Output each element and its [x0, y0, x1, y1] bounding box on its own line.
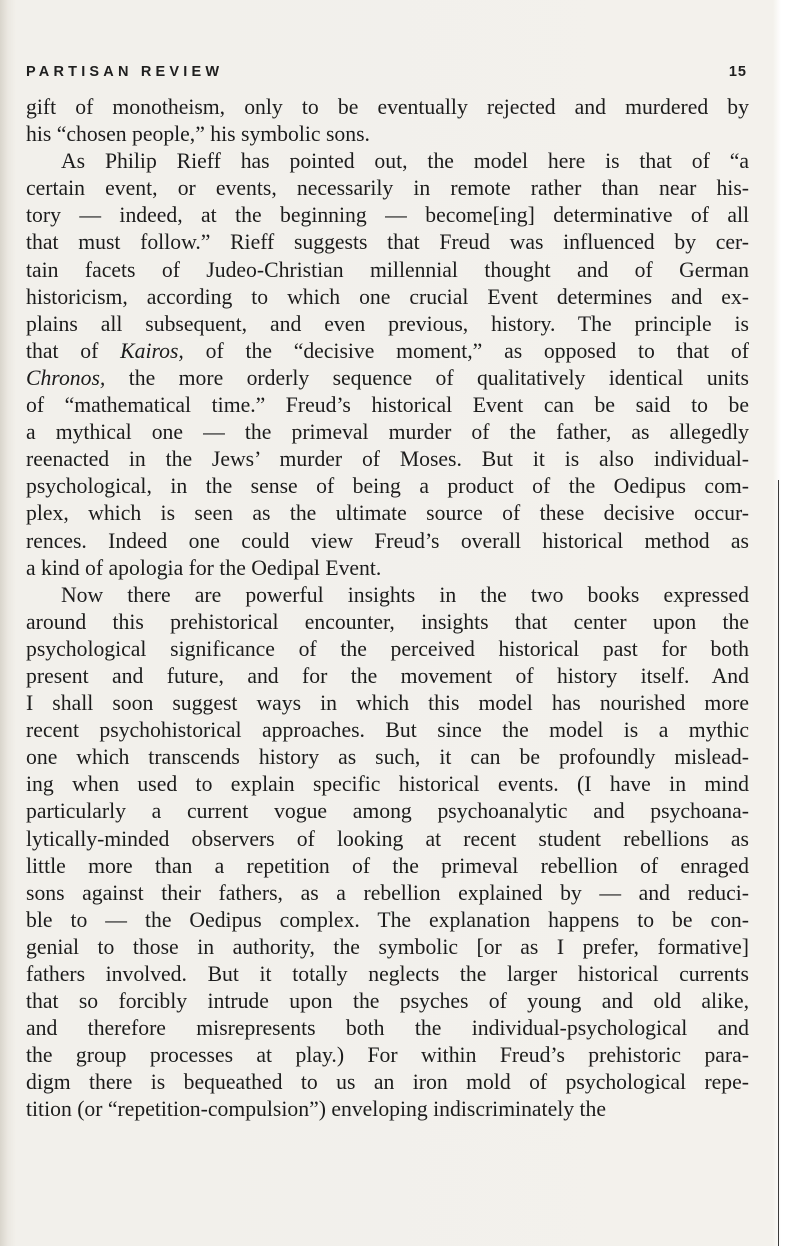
text-line: genial to those in authority, the symbolic [or as I prefer, formative] [26, 934, 749, 959]
text-line: that of Kairos, of the “decisive moment,” as opposed to that of [26, 338, 749, 363]
text-line: tition (or “repetition-compulsion”) enveloping indiscriminately the [26, 1097, 606, 1122]
text-line: sons against their fathers, as a rebellion explained by — and reduci- [26, 880, 749, 905]
text-line: tory — indeed, at the beginning — become[ing] determinative of all [26, 203, 749, 228]
text-line: Now there are powerful insights in the two books expressed [61, 582, 749, 607]
text-line: reenacted in the Jews’ murder of Moses. But it is also individual- [26, 447, 749, 472]
text-line: little more than a repetition of the primeval rebellion of enraged [26, 853, 749, 878]
text-line: As Philip Rieff has pointed out, the model here is that of “a [61, 149, 749, 174]
paragraph [26, 148, 749, 582]
text-line: plains all subsequent, and even previous, history. The principle is [26, 311, 749, 336]
text-line: ing when used to explain specific historical events. (I have in mind [26, 772, 749, 797]
text-line: recent psychohistorical approaches. But since the model is a mythic [26, 718, 749, 743]
text-line: lytically-minded observers of looking at recent student rebellions as [26, 826, 749, 851]
page-number: 15 [728, 64, 747, 80]
text-line: tain facets of Judeo-Christian millennial thought and of German [26, 257, 749, 282]
text-line: plex, which is seen as the ultimate source of these decisive occur- [26, 501, 749, 526]
paragraph [26, 94, 749, 148]
text-line: I shall soon suggest ways in which this model has nourished more [26, 691, 749, 716]
text-line: and therefore misrepresents both the individual-psychological and [26, 1016, 749, 1041]
text-line: around this prehistorical encounter, insights that center upon the [26, 609, 749, 634]
text-line: that so forcibly intrude upon the psyches of young and old alike, [26, 989, 749, 1014]
text-line: present and future, and for the movement of history itself. And [26, 663, 749, 688]
text-line: that must follow.” Rieff suggests that Freud was influenced by cer- [26, 230, 749, 255]
running-head: PARTISAN REVIEW [26, 64, 224, 80]
text-line: digm there is bequeathed to us an iron mold of psychological repe- [26, 1070, 749, 1095]
text-line: fathers involved. But it totally neglects the larger historical currents [26, 962, 749, 986]
text-line: particularly a current vogue among psychoanalytic and psychoana- [26, 799, 749, 824]
page-edge [773, 0, 785, 1246]
text-line: certain event, or events, necessarily in remote rather than near his- [26, 176, 749, 201]
body-text [26, 94, 749, 1124]
text-line: psychological significance of the perceived historical past for both [26, 636, 749, 661]
text-line: of “mathematical time.” Freud’s historical Event can be said to be [26, 393, 749, 418]
text-line: his “chosen people,” his symbolic sons. [26, 122, 370, 147]
paragraph [26, 582, 749, 1124]
text-line: a kind of apologia for the Oedipal Event. [26, 555, 382, 580]
text-line: psychological, in the sense of being a product of the Oedipus com- [26, 474, 749, 499]
text-line: the group processes at play.) For within Freud’s prehistoric para- [26, 1043, 749, 1068]
text-line: Chronos, the more orderly sequence of qualitatively identical units [26, 365, 749, 390]
page-header [26, 62, 749, 82]
text-line: a mythical one — the primeval murder of the father, as allegedly [26, 420, 749, 445]
text-line: historicism, according to which one crucial Event determines and ex- [26, 284, 749, 309]
text-line: one which transcends history as such, it can be profoundly mislead- [26, 745, 749, 770]
page-edge-line [778, 480, 779, 1246]
text-line: gift of monotheism, only to be eventually rejected and murdered by [26, 95, 749, 119]
text-line: ble to — the Oedipus complex. The explanation happens to be con- [26, 907, 749, 932]
text-line: rences. Indeed one could view Freud’s overall historical method as [26, 528, 749, 553]
